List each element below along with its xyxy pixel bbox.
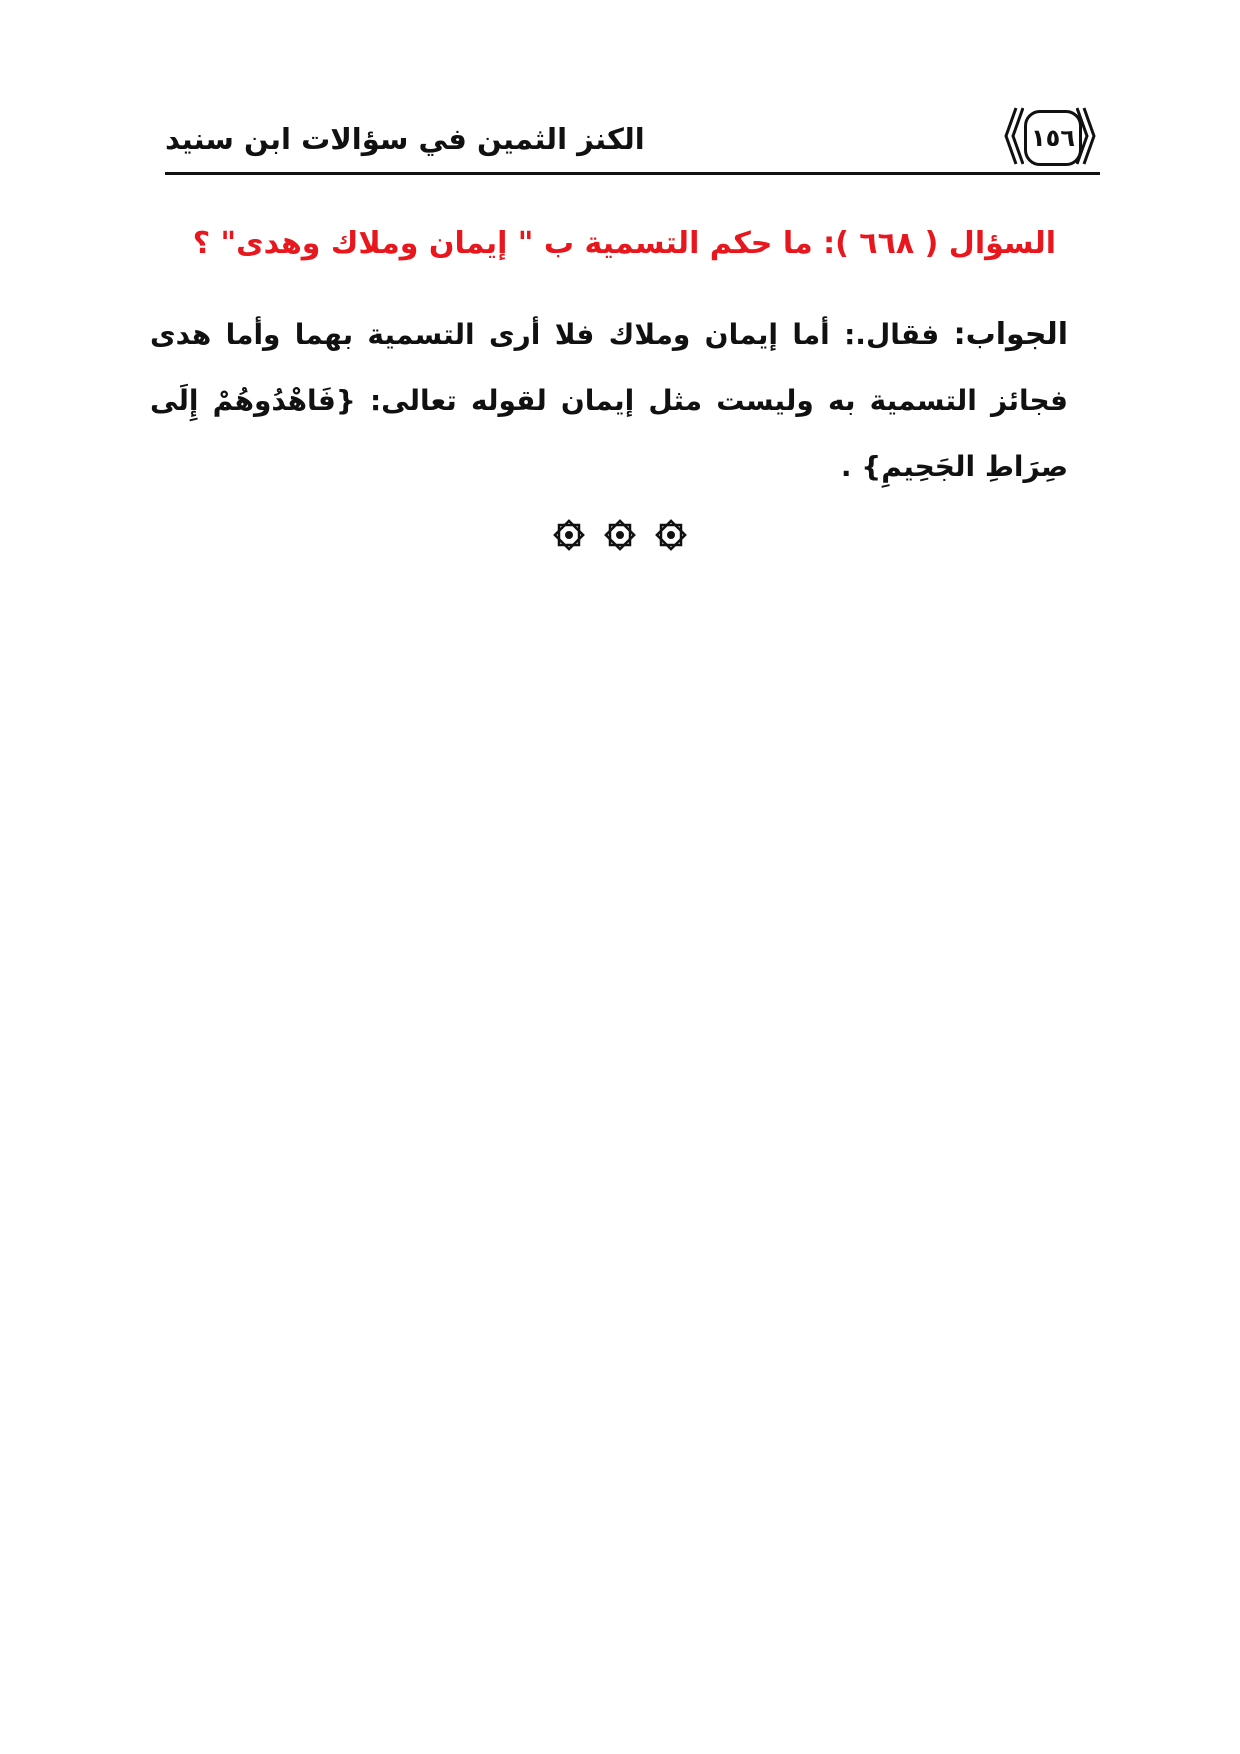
answer-paragraph: [150, 302, 1068, 500]
page-number-frame: [1004, 106, 1096, 166]
header-divider: [165, 172, 1100, 175]
page-content: [150, 220, 1068, 500]
page-header: [165, 100, 1100, 176]
star-ornament-icon: [552, 518, 586, 552]
book-title: الكنز الثمين في سؤالات ابن سنيد: [165, 122, 645, 156]
answer-text: فقال.: أما إيمان وملاك فلا أرى التسمية بهما وأما هدى فجائز التسمية به وليست مثل إيمان لقوله تعالى: {فَاهْدُوهُمْ إِلَى صِرَاطِ الجَحِيمِ} .: [150, 318, 1068, 483]
right-bracket-icon: [1076, 106, 1096, 166]
page-number-box: [1024, 110, 1082, 166]
star-ornament-icon: [603, 518, 637, 552]
answer-label: الجواب:: [953, 317, 1068, 352]
star-ornament-icon: [654, 518, 688, 552]
section-end-ornaments: [552, 518, 688, 552]
left-bracket-icon: [1004, 106, 1024, 166]
page-number: ١٥٦: [1031, 124, 1075, 152]
question-heading: السؤال ( ٦٦٨ ): ما حكم التسمية ب " إيمان وملاك وهدى" ؟: [192, 226, 1056, 261]
